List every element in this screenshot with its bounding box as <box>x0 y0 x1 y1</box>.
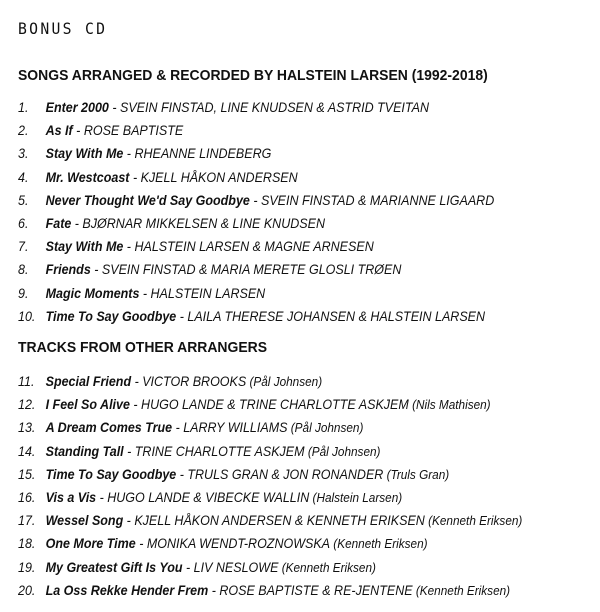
track-credit: - ROSE BAPTISTE <box>72 123 184 139</box>
track-arranger: (Truls Gran) <box>383 466 450 482</box>
track-number: 15. <box>18 466 36 482</box>
track-title: Fate <box>45 215 72 231</box>
track-credit: - LIV NESLOWE <box>182 559 279 575</box>
track-arranger: (Pål Johnsen) <box>287 420 364 436</box>
track-credit: - RHEANNE LINDEBERG <box>123 146 272 162</box>
track-credit: - BJØRNAR MIKKELSEN & LINE KNUDSEN <box>71 215 325 231</box>
track-title: Vis a Vis <box>45 489 97 505</box>
track-arranger: (Kenneth Eriksen) <box>330 536 428 552</box>
track-number: 5. <box>18 192 29 208</box>
track-title: One More Time <box>45 536 136 552</box>
track-number: 19. <box>18 559 36 575</box>
track-item <box>18 235 494 258</box>
track-item <box>18 142 494 165</box>
track-arranger: (Kenneth Eriksen) <box>278 559 376 575</box>
track-credit: - HUGO LANDE & VIBECKE WALLIN <box>96 489 310 505</box>
track-number: 1. <box>18 100 29 115</box>
track-title: A Dream Comes True <box>45 420 173 436</box>
track-credit: - LARRY WILLIAMS <box>172 420 288 436</box>
track-title: La Oss Rekke Hender Frem <box>45 582 209 598</box>
track-number: 18. <box>18 536 36 552</box>
track-credit: - LAILA THERESE JOHANSEN & HALSTEIN LARSEN <box>176 308 486 324</box>
section-heading-arranged-by-halstein: SONGS ARRANGED & RECORDED BY HALSTEIN LARSEN (1992-2018) <box>18 67 488 84</box>
track-item <box>18 212 494 235</box>
bonus-cd-title: BONUS CD <box>18 19 108 38</box>
track-credit: - VICTOR BROOKS <box>131 374 247 389</box>
track-number: 4. <box>18 169 29 185</box>
track-title: Time To Say Goodbye <box>45 308 177 324</box>
track-title: Special Friend <box>45 374 132 389</box>
track-title: Magic Moments <box>45 285 140 301</box>
track-item <box>18 556 522 579</box>
track-list-other-arrangers <box>18 370 566 602</box>
track-item <box>18 166 494 189</box>
track-title: Friends <box>45 262 91 278</box>
track-number: 13. <box>18 420 36 436</box>
track-number: 8. <box>18 262 29 278</box>
track-title: Never Thought We'd Say Goodbye <box>45 192 250 208</box>
track-title: Stay With Me <box>45 239 124 255</box>
track-credit: - KJELL HÅKON ANDERSEN & KENNETH ERIKSEN <box>123 513 425 529</box>
track-item <box>18 119 494 142</box>
track-number: 14. <box>18 443 36 459</box>
section-heading-other-arrangers: TRACKS FROM OTHER ARRANGERS <box>18 339 268 356</box>
track-credit: - SVEIN FINSTAD & MARIA MERETE GLOSLI TRØEN <box>90 262 402 278</box>
track-title: Enter 2000 <box>45 100 109 115</box>
track-number: 3. <box>18 146 29 162</box>
track-item <box>18 463 522 486</box>
track-item <box>18 579 522 602</box>
track-number: 6. <box>18 215 29 231</box>
track-list-halstein <box>18 96 536 328</box>
track-number: 11. <box>18 374 35 389</box>
track-credit: - KJELL HÅKON ANDERSEN <box>129 169 298 185</box>
track-number: 2. <box>18 123 29 139</box>
track-credit: - SVEIN FINSTAD, LINE KNUDSEN & ASTRID TVEITAN <box>108 100 429 115</box>
track-arranger: (Kenneth Eriksen) <box>412 582 511 598</box>
track-credit: - TRULS GRAN & JON RONANDER <box>176 466 384 482</box>
track-item <box>18 509 522 532</box>
track-credit: - TRINE CHARLOTTE ASKJEM <box>123 443 305 459</box>
track-item <box>18 440 522 463</box>
track-title: Standing Tall <box>45 443 124 459</box>
track-credit: - HALSTEIN LARSEN & MAGNE ARNESEN <box>123 239 374 255</box>
track-title: Time To Say Goodbye <box>45 466 177 482</box>
track-credit: - HALSTEIN LARSEN <box>139 285 266 301</box>
track-arranger: (Nils Mathisen) <box>408 397 491 413</box>
track-item <box>18 189 494 212</box>
track-item <box>18 370 522 393</box>
track-item <box>18 258 494 281</box>
track-item <box>18 305 494 328</box>
track-item <box>18 282 494 305</box>
track-credit: - HUGO LANDE & TRINE CHARLOTTE ASKJEM <box>129 397 409 413</box>
track-number: 7. <box>18 239 29 255</box>
track-title: I Feel So Alive <box>45 397 130 413</box>
track-item <box>18 532 522 555</box>
track-number: 10. <box>18 308 36 324</box>
track-arranger: (Pål Johnsen) <box>304 443 381 459</box>
track-credit: - ROSE BAPTISTE & RE-JENTENE <box>208 582 413 598</box>
track-number: 16. <box>18 489 36 505</box>
track-item <box>18 393 522 416</box>
track-title: Mr. Westcoast <box>45 169 130 185</box>
track-item <box>18 416 522 439</box>
track-title: Stay With Me <box>45 146 124 162</box>
track-arranger: (Halstein Larsen) <box>309 489 403 505</box>
track-title: My Greatest Gift Is You <box>45 559 183 575</box>
track-number: 9. <box>18 285 29 301</box>
track-number: 12. <box>18 397 36 413</box>
track-number: 20. <box>18 582 36 598</box>
track-credit: - SVEIN FINSTAD & MARIANNE LIGAARD <box>249 192 495 208</box>
track-arranger: (Kenneth Eriksen) <box>424 513 523 529</box>
track-number: 17. <box>18 513 36 529</box>
track-item <box>18 486 522 509</box>
track-credit: - MONIKA WENDT-ROZNOWSKA <box>135 536 331 552</box>
track-arranger: (Pål Johnsen) <box>246 374 323 389</box>
track-title: Wessel Song <box>45 513 124 529</box>
track-title: As If <box>45 123 73 139</box>
track-item <box>18 96 494 119</box>
